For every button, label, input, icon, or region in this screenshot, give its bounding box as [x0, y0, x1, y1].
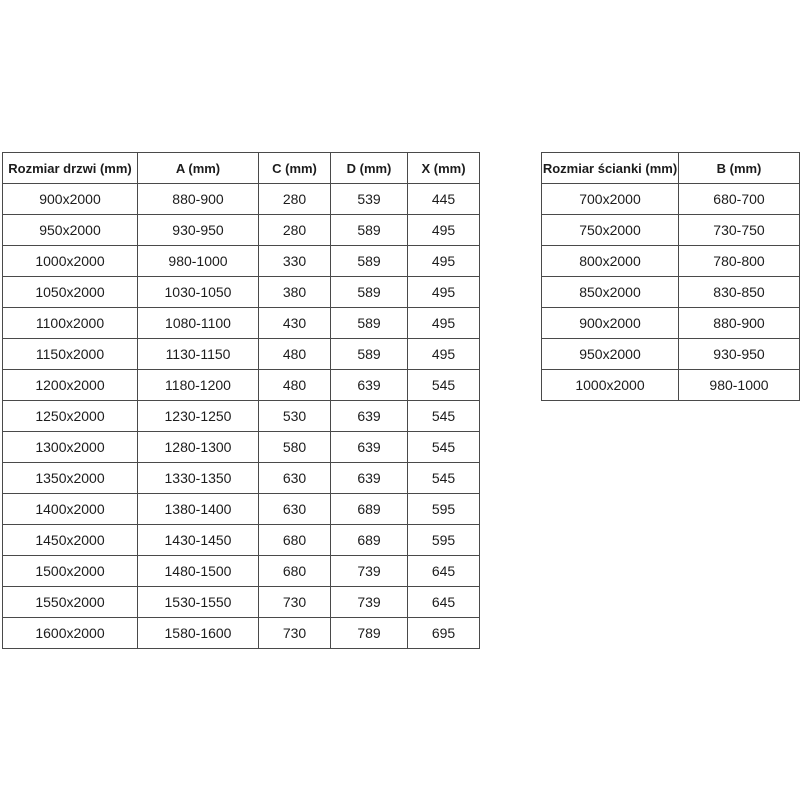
table-cell: 1600x2000: [3, 618, 138, 649]
table-cell: 980-1000: [679, 370, 800, 401]
table-cell: 730-750: [679, 215, 800, 246]
table-cell: 930-950: [679, 339, 800, 370]
table-cell: 730: [259, 618, 331, 649]
column-header: D (mm): [331, 153, 408, 184]
table-cell: 850x2000: [542, 277, 679, 308]
table-cell: 330: [259, 246, 331, 277]
table-cell: 739: [331, 587, 408, 618]
table-row: [3, 618, 480, 649]
table-cell: 639: [331, 463, 408, 494]
table-cell: 639: [331, 432, 408, 463]
table-cell: 645: [408, 587, 480, 618]
table-row: [3, 370, 480, 401]
table-row: [542, 246, 800, 277]
table-cell: 1030-1050: [138, 277, 259, 308]
table-cell: 1150x2000: [3, 339, 138, 370]
table-cell: 1130-1150: [138, 339, 259, 370]
table-cell: 950x2000: [542, 339, 679, 370]
table-cell: 1050x2000: [3, 277, 138, 308]
table-cell: 1000x2000: [3, 246, 138, 277]
table-row: [3, 246, 480, 277]
table-row: [3, 277, 480, 308]
table-cell: 1430-1450: [138, 525, 259, 556]
table-cell: 495: [408, 215, 480, 246]
table-row: [3, 184, 480, 215]
table-cell: 1280-1300: [138, 432, 259, 463]
table-cell: 750x2000: [542, 215, 679, 246]
table-cell: 980-1000: [138, 246, 259, 277]
table-cell: 680: [259, 525, 331, 556]
table-cell: 1100x2000: [3, 308, 138, 339]
table-cell: 880-900: [138, 184, 259, 215]
table-cell: 280: [259, 215, 331, 246]
table-cell: 1450x2000: [3, 525, 138, 556]
table-cell: 1500x2000: [3, 556, 138, 587]
table-row: [542, 184, 800, 215]
table-cell: 280: [259, 184, 331, 215]
table-cell: 1300x2000: [3, 432, 138, 463]
column-header: Rozmiar ścianki (mm): [542, 153, 679, 184]
table-cell: 545: [408, 370, 480, 401]
table-row: [3, 339, 480, 370]
table-cell: 645: [408, 556, 480, 587]
table-cell: 689: [331, 525, 408, 556]
table-row: [542, 277, 800, 308]
table-cell: 695: [408, 618, 480, 649]
table-cell: 595: [408, 494, 480, 525]
table-cell: 900x2000: [3, 184, 138, 215]
table-row: [3, 308, 480, 339]
table-cell: 1380-1400: [138, 494, 259, 525]
table-cell: 589: [331, 277, 408, 308]
table-cell: 495: [408, 277, 480, 308]
table-cell: 480: [259, 339, 331, 370]
table-cell: 1080-1100: [138, 308, 259, 339]
table-cell: 1230-1250: [138, 401, 259, 432]
table-cell: 1550x2000: [3, 587, 138, 618]
table-cell: 680-700: [679, 184, 800, 215]
table-cell: 589: [331, 308, 408, 339]
table-cell: 545: [408, 401, 480, 432]
table-cell: 1200x2000: [3, 370, 138, 401]
table-cell: 739: [331, 556, 408, 587]
table-cell: 595: [408, 525, 480, 556]
table-cell: 589: [331, 215, 408, 246]
table-cell: 380: [259, 277, 331, 308]
table-cell: 539: [331, 184, 408, 215]
table-row: [3, 587, 480, 618]
table-cell: 1480-1500: [138, 556, 259, 587]
table-cell: 800x2000: [542, 246, 679, 277]
table-cell: 1580-1600: [138, 618, 259, 649]
table-cell: 1400x2000: [3, 494, 138, 525]
table-row: [3, 401, 480, 432]
table-cell: 480: [259, 370, 331, 401]
table-cell: 789: [331, 618, 408, 649]
table-row: [542, 308, 800, 339]
table-cell: 545: [408, 432, 480, 463]
table-cell: 545: [408, 463, 480, 494]
table-cell: 495: [408, 246, 480, 277]
table-cell: 495: [408, 308, 480, 339]
table-cell: 589: [331, 339, 408, 370]
table-cell: 930-950: [138, 215, 259, 246]
table-cell: 900x2000: [542, 308, 679, 339]
table-row: [3, 525, 480, 556]
column-header: A (mm): [138, 153, 259, 184]
table-cell: 1180-1200: [138, 370, 259, 401]
wall-dimensions-table: [541, 152, 800, 401]
door-dimensions-table: [2, 152, 480, 649]
table-cell: 630: [259, 494, 331, 525]
table-row: [3, 432, 480, 463]
table-cell: 430: [259, 308, 331, 339]
table-cell: 730: [259, 587, 331, 618]
table-cell: 580: [259, 432, 331, 463]
table-cell: 1330-1350: [138, 463, 259, 494]
table-cell: 1350x2000: [3, 463, 138, 494]
table-cell: 630: [259, 463, 331, 494]
table-cell: 700x2000: [542, 184, 679, 215]
table-cell: 445: [408, 184, 480, 215]
table-cell: 950x2000: [3, 215, 138, 246]
table-cell: 1000x2000: [542, 370, 679, 401]
table-header-row: [3, 153, 480, 184]
table-row: [3, 215, 480, 246]
table-row: [3, 556, 480, 587]
table-header-row: [542, 153, 800, 184]
table-cell: 830-850: [679, 277, 800, 308]
column-header: X (mm): [408, 153, 480, 184]
table-row: [542, 339, 800, 370]
column-header: Rozmiar drzwi (mm): [3, 153, 138, 184]
table-cell: 689: [331, 494, 408, 525]
table-cell: 1250x2000: [3, 401, 138, 432]
table-cell: 589: [331, 246, 408, 277]
table-row: [542, 215, 800, 246]
table-cell: 880-900: [679, 308, 800, 339]
table-cell: 639: [331, 401, 408, 432]
table-cell: 530: [259, 401, 331, 432]
table-row: [542, 370, 800, 401]
table-cell: 495: [408, 339, 480, 370]
table-cell: 1530-1550: [138, 587, 259, 618]
column-header: C (mm): [259, 153, 331, 184]
table-cell: 680: [259, 556, 331, 587]
table-row: [3, 463, 480, 494]
table-cell: 780-800: [679, 246, 800, 277]
table-row: [3, 494, 480, 525]
table-cell: 639: [331, 370, 408, 401]
column-header: B (mm): [679, 153, 800, 184]
